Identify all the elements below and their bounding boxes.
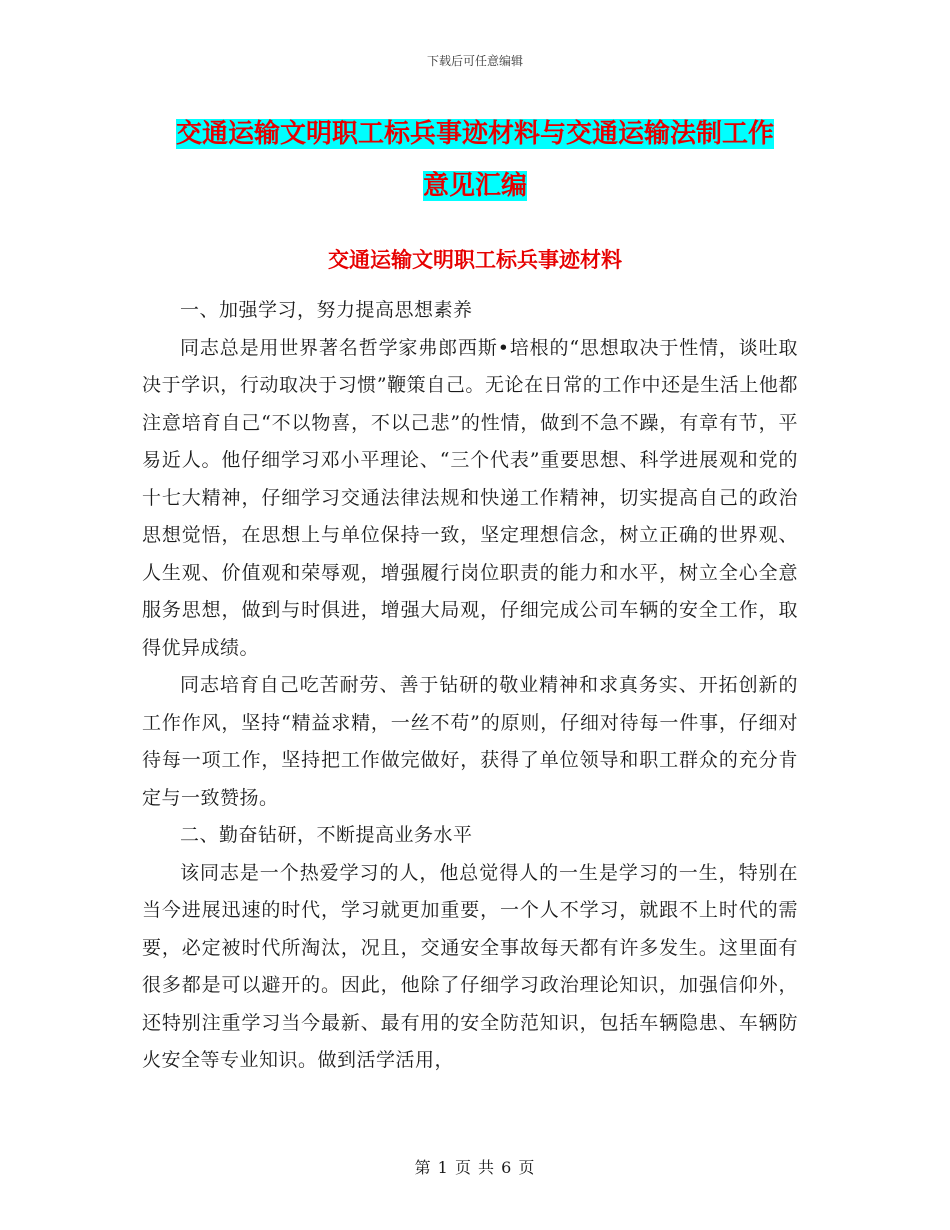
paragraph: 同志培育自己吃苦耐劳、善于钻研的敬业精神和求真务实、开拓创新的工作作风，坚持“精益求精，一丝不苟”的原则，仔细对待每一件事，仔细对待每一项工作，坚持把工作做完做好，获得了单位领导和职工群众的充分肯定与一致赞扬。 (142, 674, 798, 809)
document-title-line2: 意见汇编 (422, 171, 527, 201)
document-body (142, 292, 798, 1080)
section-title: 交通运输文明职工标兵事迹材料 (328, 248, 622, 272)
paragraph: 该同志是一个热爱学习的人，他总觉得人的一生是学习的一生，特别在当今进展迅速的时代，学习就更加重要，一个人不学习，就跟不上时代的需要，必定被时代所淘汰，况且，交通安全事故每天都有许多发生。这里面有很多都是可以避开的。因此，他除了仔细学习政治理论知识，加强信仰外，还特别注重学习当今最新、最有用的安全防范知识，包括车辆隐患、车辆防火安全等专业知识。做到活学活用， (142, 861, 798, 1071)
page-header: 下载后可任意编辑 (426, 54, 523, 68)
heading-1: 一、加强学习，努力提高思想素养 (180, 299, 473, 321)
document-title-line1: 交通运输文明职工标兵事迹材料与交通运输法制工作 (175, 119, 774, 149)
page-footer: 第 1 页 共 6 页 (414, 1158, 536, 1177)
document-title (150, 108, 800, 212)
paragraph: 同志总是用世界著名哲学家弗郎西斯•培根的“思想取决于性情，谈吐取决于学识，行动取决于习惯”鞭策自己。无论在日常的工作中还是生活上他都注意培育自己“不以物喜，不以己悲”的性情，做到不急不躁，有章有节，平易近人。他仔细学习邓小平理论、“三个代表”重要思想、科学进展观和党的十七大精神，仔细学习交通法律法规和快递工作精神，切实提高自己的政治思想觉悟，在思想上与单位保持一致，坚定理想信念，树立正确的世界观、人生观、价值观和荣辱观，增强履行岗位职责的能力和水平，树立全心全意服务思想，做到与时俱进，增强大局观，仔细完成公司车辆的安全工作，取得优异成绩。 (142, 336, 798, 659)
heading-2: 二、勤奋钻研，不断提高业务水平 (180, 824, 473, 846)
